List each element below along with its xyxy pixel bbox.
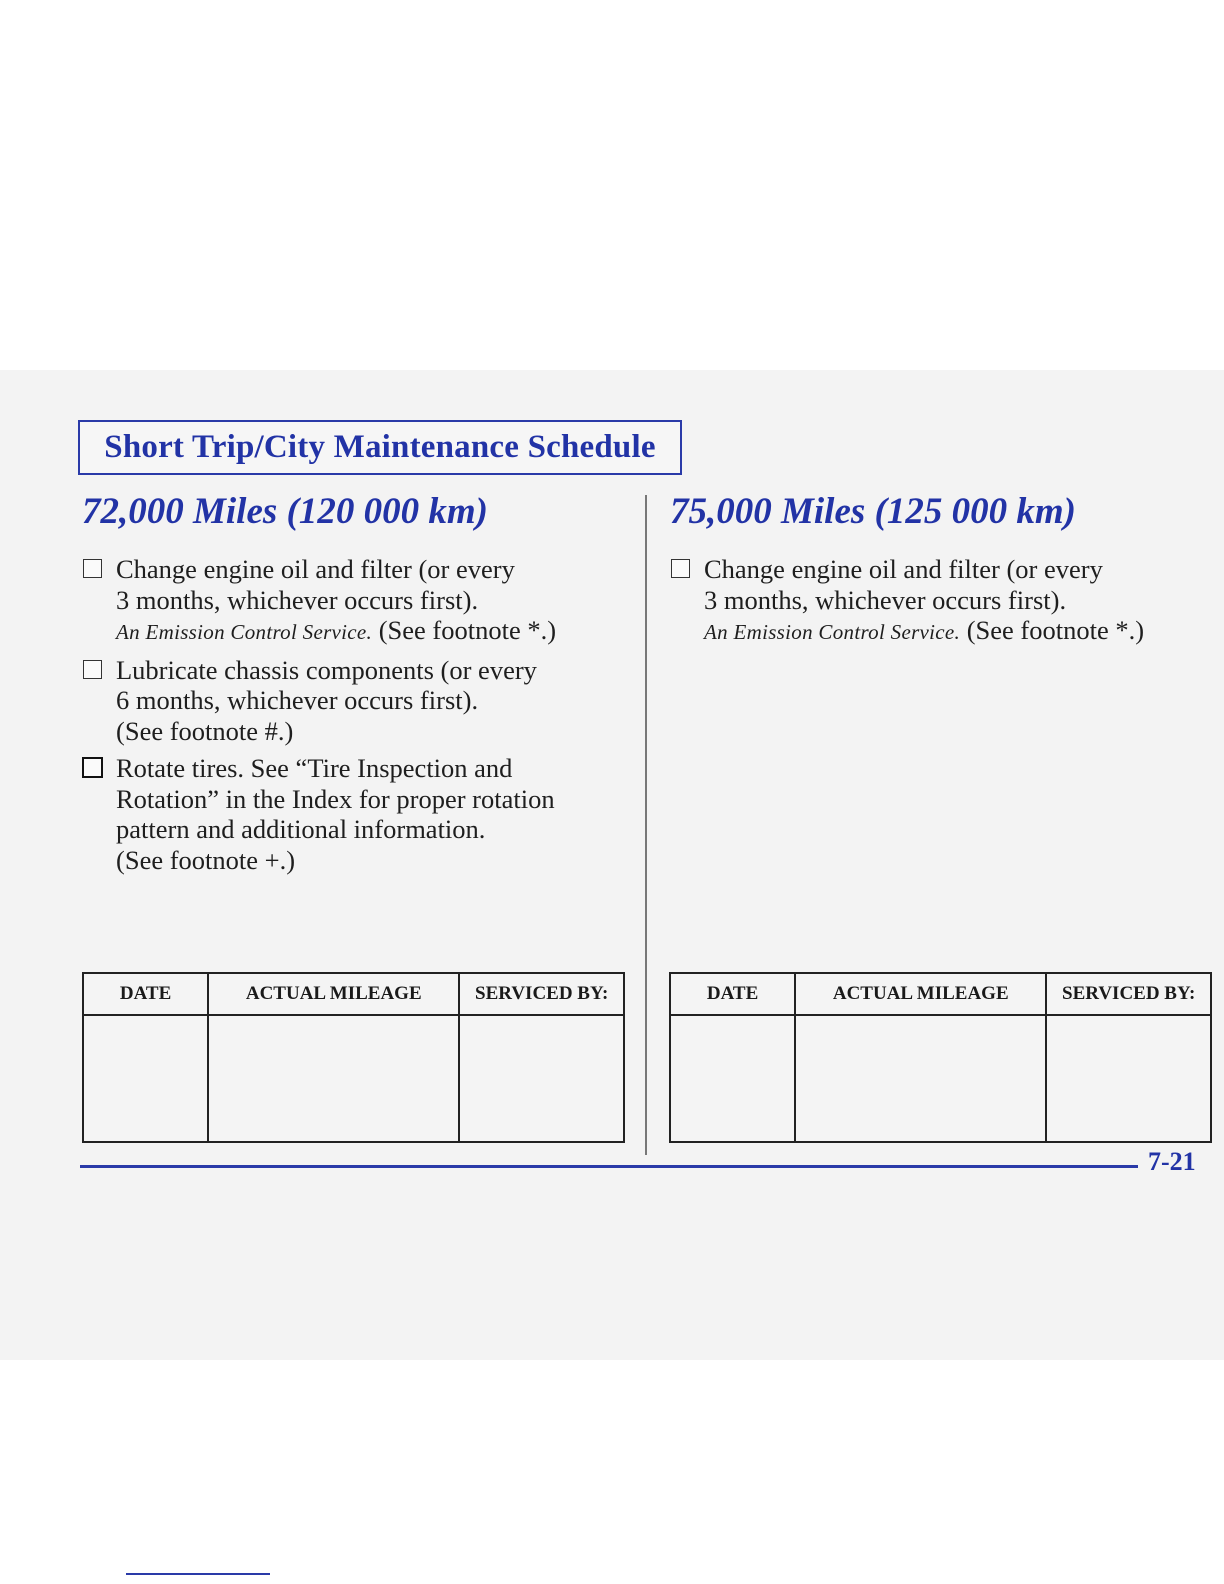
checklist-item-rotate-tires — [82, 753, 642, 875]
schedule-title-box — [78, 420, 682, 475]
checkbox[interactable] — [82, 757, 103, 778]
item-text: 6 months, whichever occurs first). — [116, 685, 479, 715]
schedule-title: Short Trip/City Maintenance Schedule — [104, 429, 656, 465]
service-record-table — [82, 972, 625, 1143]
item-text: 3 months, whichever occurs first). — [116, 584, 479, 615]
table-row — [83, 1015, 624, 1142]
item-text: Change engine oil and filter (or every — [704, 554, 1103, 584]
section-75000 — [670, 490, 1224, 655]
checklist-item-oil-change — [670, 554, 1224, 648]
mileage-cell[interactable] — [795, 1015, 1046, 1142]
serviced-by-cell[interactable] — [459, 1015, 624, 1142]
checkbox[interactable] — [83, 559, 102, 578]
mileage-heading: 75,000 Miles (125 000 km) — [670, 491, 1076, 532]
item-text: Change engine oil and filter (or every — [116, 554, 515, 584]
emission-note: An Emission Control Service. — [704, 620, 961, 644]
item-emission-line — [704, 615, 1224, 648]
serviced-by-cell[interactable] — [1046, 1015, 1211, 1142]
item-text: Lubricate chassis components (or every — [116, 654, 537, 685]
column-divider — [645, 495, 647, 1155]
table-row — [670, 1015, 1211, 1142]
service-record-table — [669, 972, 1212, 1143]
item-text: (See footnote #.) — [116, 715, 294, 746]
page-number: 7-21 — [1148, 1147, 1196, 1176]
mileage-header: ACTUAL MILEAGE — [208, 973, 459, 1015]
footnote-ref: (See footnote *.) — [966, 615, 1145, 645]
item-text: 3 months, whichever occurs first). — [704, 584, 1067, 615]
item-text: Rotate tires. See “Tire Inspection and — [116, 753, 513, 783]
serviced-by-header: SERVICED BY: — [1046, 973, 1211, 1015]
emission-note: An Emission Control Service. — [116, 620, 373, 644]
date-header: DATE — [83, 973, 208, 1015]
footer-rule — [80, 1165, 1138, 1168]
checkbox[interactable] — [671, 559, 690, 578]
date-cell[interactable] — [83, 1015, 208, 1142]
mileage-cell[interactable] — [208, 1015, 459, 1142]
date-cell[interactable] — [670, 1015, 795, 1142]
table-header-row — [670, 973, 1211, 1015]
item-text: pattern and additional information. — [116, 814, 486, 844]
serviced-by-header: SERVICED BY: — [459, 973, 624, 1015]
checkbox[interactable] — [83, 660, 102, 679]
item-text: Rotation” in the Index for proper rotation — [116, 783, 555, 814]
date-header: DATE — [670, 973, 795, 1015]
table-header-row — [83, 973, 624, 1015]
checklist-item-lubricate — [82, 655, 642, 747]
section-72000 — [82, 490, 642, 882]
mileage-heading: 72,000 Miles (120 000 km) — [82, 491, 488, 532]
mileage-header: ACTUAL MILEAGE — [795, 973, 1046, 1015]
item-emission-line — [116, 615, 642, 648]
item-text: (See footnote +.) — [116, 844, 296, 875]
bottom-link-underline[interactable] — [126, 1573, 270, 1575]
checklist-item-oil-change — [82, 554, 642, 648]
footnote-ref: (See footnote *.) — [378, 615, 557, 645]
